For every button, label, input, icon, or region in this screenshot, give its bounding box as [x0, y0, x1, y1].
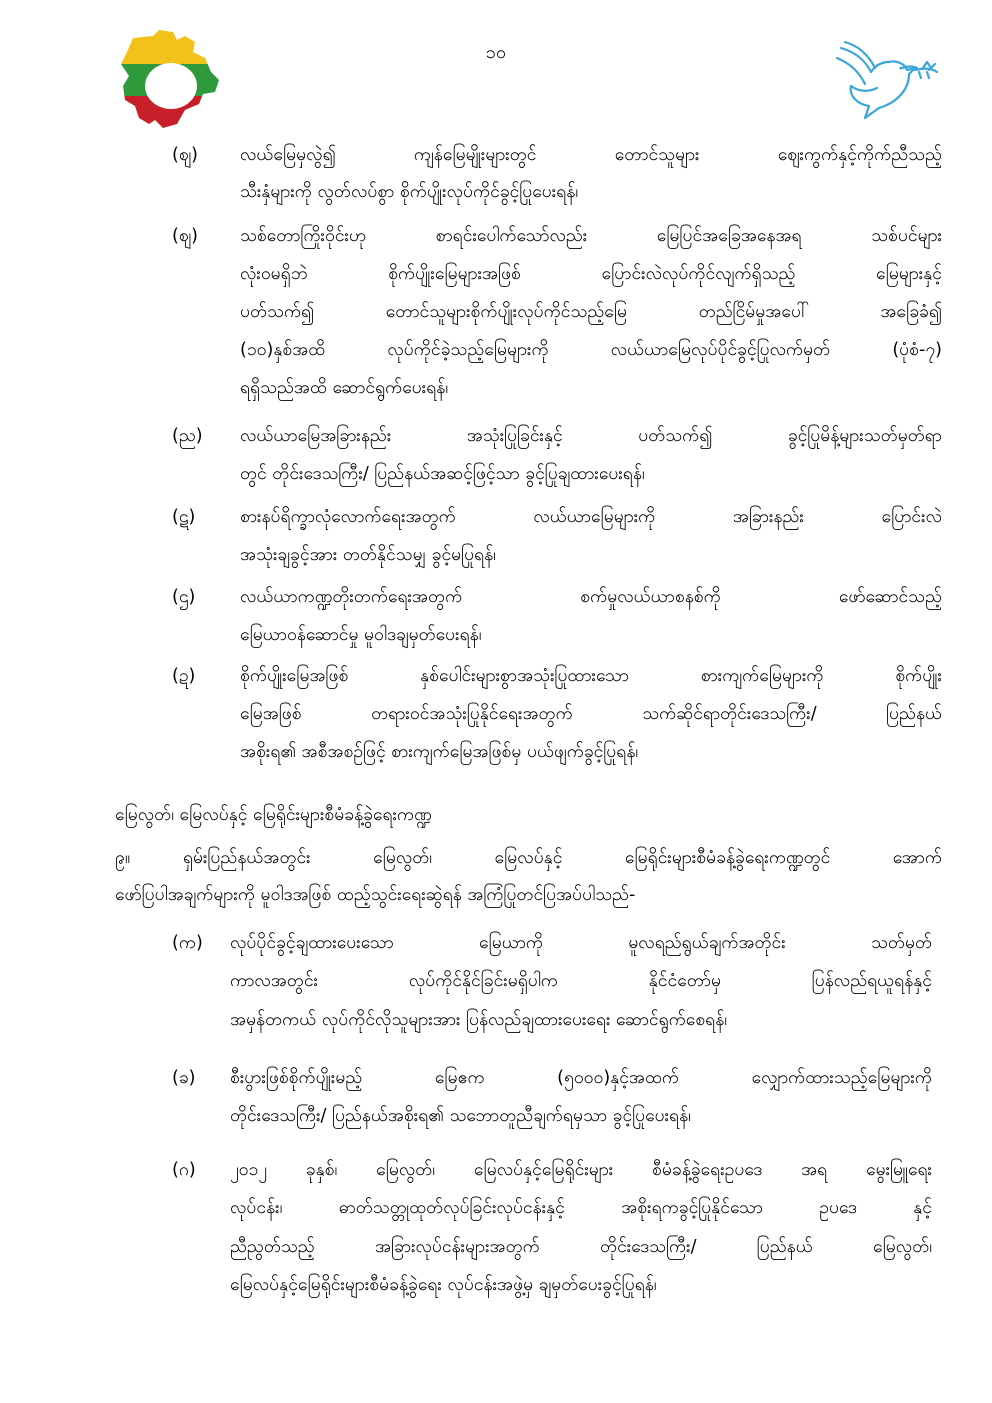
list-item — [172, 931, 932, 1041]
item-line: သစ်တောကြိုးဝိုင်းဟု စာရင်းပေါက်သော်လည်း မြေပြင်အခြေအနေအရ သစ်ပင်များ — [240, 226, 942, 246]
item-line: တွင် တိုင်းဒေသကြီး/ ပြည်နယ်အဆင့်ဖြင့်သာ ခွင့်ပြုချထားပေးရန်၊ — [240, 464, 645, 484]
paragraph-line: ဖော်ပြပါအချက်များကို မူဝါဒအဖြစ် ထည့်သွင်းရေးဆွဲရန် အကြံပြုတင်ပြအပ်ပါသည်- — [115, 885, 636, 905]
paragraph — [115, 846, 942, 916]
item-line: စိုက်ပျိုးမြေအဖြစ် နှစ်ပေါင်းများစွာအသုံးပြုထားသော စားကျက်မြေများကို စိုက်ပျိုး — [240, 666, 942, 686]
item-line: လုံးဝမရှိဘဲ စိုက်ပျိုးမြေများအဖြစ် ပြောင်းလဲလုပ်ကိုင်လျက်ရှိသည့် မြေများနှင့် — [240, 264, 942, 284]
item-line: လယ်မြေမှလွဲ၍ ကျန်မြေမျိုးများတွင် တောင်သူများ ဈေးကွက်နှင့်ကိုက်ညီသည့် — [240, 145, 942, 165]
item-marker: (ဍ) — [172, 666, 196, 686]
item-marker: (ဋ) — [172, 507, 196, 527]
item-line: လုပ်ငန်း၊ ဓာတ်သတ္တုထုတ်လုပ်ခြင်းလုပ်ငန်းနှင့် အစိုးရကခွင့်ပြုနိုင်သော ဥပဒေ နှင့် — [230, 1198, 932, 1218]
item-line: လယ်ယာမြေအခြားနည်း အသုံးပြုခြင်းနှင့် ပတ်သက်၍ ခွင့်ပြုမိန့်များသတ်မှတ်ရာ — [240, 426, 942, 446]
item-line: စီးပွားဖြစ်စိုက်ပျိုးမည့် မြေဧက (၅၀၀၀)နှင့်အထက် လျှောက်ထားသည့်မြေများကို — [230, 1068, 932, 1088]
item-line: မြေလပ်နှင့်မြေရိုင်းများစီမံခန့်ခွဲရေး လုပ်ငန်းအဖွဲ့မှ ချမှတ်ပေးခွင့်ပြုရန်၊ — [230, 1275, 657, 1295]
item-line: ကာလအတွင်း လုပ်ကိုင်နိုင်ခြင်းမရှိပါက နိုင်ငံတော်မှ ပြန်လည်ရယူရန်နှင့် — [230, 971, 932, 991]
item-line: အစိုးရ၏ အစီအစဉ်ဖြင့် စားကျက်မြေအဖြစ်မှ ပယ်ဖျက်ခွင့်ပြုရန်၊ — [240, 742, 639, 762]
item-line: ညီညွတ်သည့် အခြားလုပ်ငန်းများအတွက် တိုင်းဒေသကြီး/ ပြည်နယ် မြေလွတ်၊ — [230, 1237, 932, 1257]
item-marker: (ဈ) — [172, 145, 198, 165]
item-marker: (ဂ) — [172, 1160, 196, 1180]
item-line: အသုံးချခွင့်အား တတ်နိုင်သမျှ ခွင့်မပြုရန်၊ — [240, 545, 496, 565]
item-line: သီးနှံများကို လွတ်လပ်စွာ စိုက်ပျိုးလုပ်ကိုင်ခွင့်ပြုပေးရန်၊ — [240, 182, 579, 202]
item-line: တိုင်းဒေသကြီး/ ပြည်နယ်အစိုးရ၏ သဘောတူညီချက်ရမှသာ ခွင့်ပြုပေးရန်၊ — [230, 1106, 691, 1126]
item-line: မြေအဖြစ် တရားဝင်အသုံးပြုနိုင်ရေးအတွက် သက်ဆိုင်ရာတိုင်းဒေသကြီး/ ပြည်နယ် — [240, 704, 942, 724]
list-item — [172, 505, 942, 575]
item-line: ရရှိသည်အထိ ဆောင်ရွက်ပေးရန်၊ — [240, 378, 449, 398]
list-item — [172, 1158, 932, 1308]
paragraph-line: ရှမ်းပြည်နယ်အတွင်း မြေလွတ်၊ မြေလပ်နှင့် မြေရိုင်းများစီမံခန့်ခွဲရေးကဏ္ဍတွင် အောက် — [183, 848, 942, 868]
item-marker: (ခ) — [172, 1068, 196, 1088]
paragraph-number: ၉။ — [115, 848, 131, 868]
list-item — [172, 585, 942, 655]
item-marker: (က) — [172, 933, 203, 953]
list-item — [172, 424, 942, 494]
item-line: စားနပ်ရိက္ခာလုံလောက်ရေးအတွက် လယ်ယာမြေများကို အခြားနည်း ပြောင်းလဲ — [240, 507, 942, 527]
page-number: ၁၀ — [485, 42, 507, 63]
item-line: အမှန်တကယ် လုပ်ကိုင်လိုသူများအား ပြန်လည်ချထားပေးရေး ဆောင်ရွက်စေရန်၊ — [230, 1010, 728, 1030]
item-line: လုပ်ပိုင်ခွင့်ချထားပေးသော မြေယာကို မူလရည်ရွယ်ချက်အတိုင်း သတ်မှတ် — [230, 933, 932, 953]
item-line: လယ်ယာကဏ္ဍတိုးတက်ရေးအတွက် စက်မှုလယ်ယာစနစ်ကို ဖော်ဆောင်သည့် — [240, 587, 942, 607]
item-line: ၂၀၁၂ ခုနှစ်၊ မြေလွတ်၊ မြေလပ်နှင့်မြေရိုင်းများ စီမံခန့်ခွဲရေးဥပဒေ အရ မွေးမြူရေး — [230, 1160, 932, 1180]
list-item — [172, 143, 942, 213]
item-marker: (ဌ) — [172, 587, 196, 607]
list-item — [172, 224, 942, 414]
item-marker: (ည) — [172, 426, 203, 446]
section-heading: မြေလွတ်၊ မြေလပ်နှင့် မြေရိုင်းများစီမံခန့်ခွဲရေးကဏ္ဍ — [115, 805, 432, 825]
item-line: ပတ်သက်၍ တောင်သူများစိုက်ပျိုးလုပ်ကိုင်သည့်မြေ တည်ငြိမ်မှုအပေါ် အခြေခံ၍ — [240, 302, 942, 322]
item-line: မြေယာဝန်ဆောင်မှု မူဝါဒချမှတ်ပေးရန်၊ — [240, 625, 482, 645]
list-item — [172, 1066, 932, 1136]
list-item — [172, 664, 942, 774]
item-line: (၁၀)နှစ်အထိ လုပ်ကိုင်ခဲ့သည့်မြေများကို လယ်ယာမြေလုပ်ပိုင်ခွင့်ပြုလက်မှတ် (ပုံစံ-၇) — [240, 340, 942, 360]
item-marker: (ဈ) — [172, 226, 198, 246]
